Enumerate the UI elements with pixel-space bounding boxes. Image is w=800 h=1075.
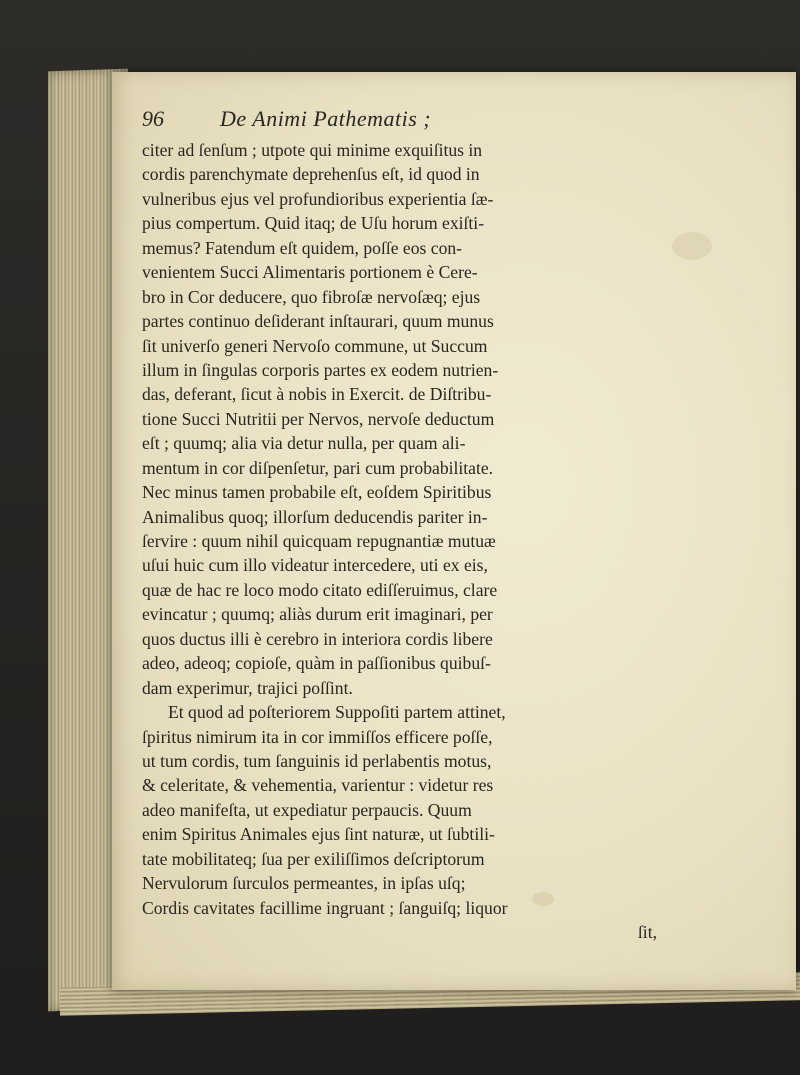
- text-line: mentum in cor diſpenſetur, pari cum probabilitate.: [142, 457, 494, 478]
- text-line: das, deferant, ſicut à nobis in Exercit. de Diſtribu-: [142, 384, 492, 405]
- text-line: ſpiritus nimirum ita in cor immiſſos efficere poſſe,: [142, 726, 493, 747]
- text-line: quæ de hac re loco modo citato ediſſeruimus, clare: [142, 579, 498, 600]
- text-line: adeo manifeſta, ut expediatur perpaucis. Quum: [142, 799, 472, 820]
- text-line: & celeritate, & vehementia, varientur : videtur res: [142, 775, 494, 796]
- book-page: [112, 72, 796, 990]
- text-line: ut tum cordis, tum ſanguinis id perlabentis motus,: [142, 750, 492, 771]
- text-line: quos ductus illi è cerebro in interiora cordis libere: [142, 628, 493, 649]
- text-line: tione Succi Nutritii per Nervos, nervoſe deductum: [142, 408, 495, 429]
- text-line: cordis parenchymate deprehenſus eſt, id quod in: [142, 164, 480, 185]
- text-line: citer ad ſenſum ; utpote qui minime exquiſitus in: [142, 140, 483, 160]
- page-header: [142, 102, 702, 136]
- text-line: vulneribus ejus vel profundioribus experientia ſæ-: [142, 188, 494, 209]
- text-line: pius compertum. Quid itaq; de Uſu horum exiſti-: [142, 213, 485, 234]
- text-line: eſt ; quumq; alia via detur nulla, per quam ali-: [142, 433, 466, 454]
- text-line: ſervire : quum nihil quicquam repugnantiæ mutuæ: [142, 531, 496, 551]
- text-line: Et quod ad poſteriorem Suppoſiti partem attinet,: [168, 702, 506, 723]
- text-line: tate mobilitateq; ſua per exiliſſimos deſcriptorum: [142, 848, 485, 869]
- text-line: Animalibus quoq; illorſum deducendis pariter in-: [142, 506, 488, 527]
- text-line: illum in ſingulas corporis partes ex eodem nutrien-: [142, 359, 499, 380]
- text-line: ſit univerſo generi Nervoſo commune, ut Succum: [142, 335, 488, 356]
- text-line: bro in Cor deducere, quo fibroſæ nervoſæq; ejus: [142, 286, 481, 307]
- text-line: venientem Succi Alimentaris portionem è Cere-: [142, 262, 478, 283]
- running-head: De Animi Pathematis ;: [220, 106, 432, 131]
- text-line: Nec minus tamen probabile eſt, eoſdem Spiritibus: [142, 482, 492, 503]
- text-line: adeo, adeoq; copioſe, quàm in paſſionibus quibuſ-: [142, 653, 491, 674]
- text-line: uſui huic cum illo videatur intercedere, uti ex eis,: [142, 555, 488, 576]
- text-line: enim Spiritus Animales ejus ſint naturæ, ut ſubtili-: [142, 824, 495, 845]
- text-line: Cordis cavitates facillime ingruant ; ſanguiſq; liquor: [142, 897, 508, 918]
- text-line: memus? Fatendum eſt quidem, poſſe eos con-: [142, 237, 463, 258]
- text-line: dam experimur, trajici poſſint.: [142, 677, 353, 698]
- text-line: partes continuo deſiderant inſtaurari, quum munus: [142, 311, 494, 332]
- body-text: [142, 138, 687, 944]
- page-number: 96: [142, 106, 164, 131]
- text-line: Nervulorum ſurculos permeantes, in ipſas uſq;: [142, 873, 466, 894]
- text-line: evincatur ; quumq; aliàs durum erit imaginari, per: [142, 604, 493, 625]
- catchword: ſit,: [637, 922, 657, 942]
